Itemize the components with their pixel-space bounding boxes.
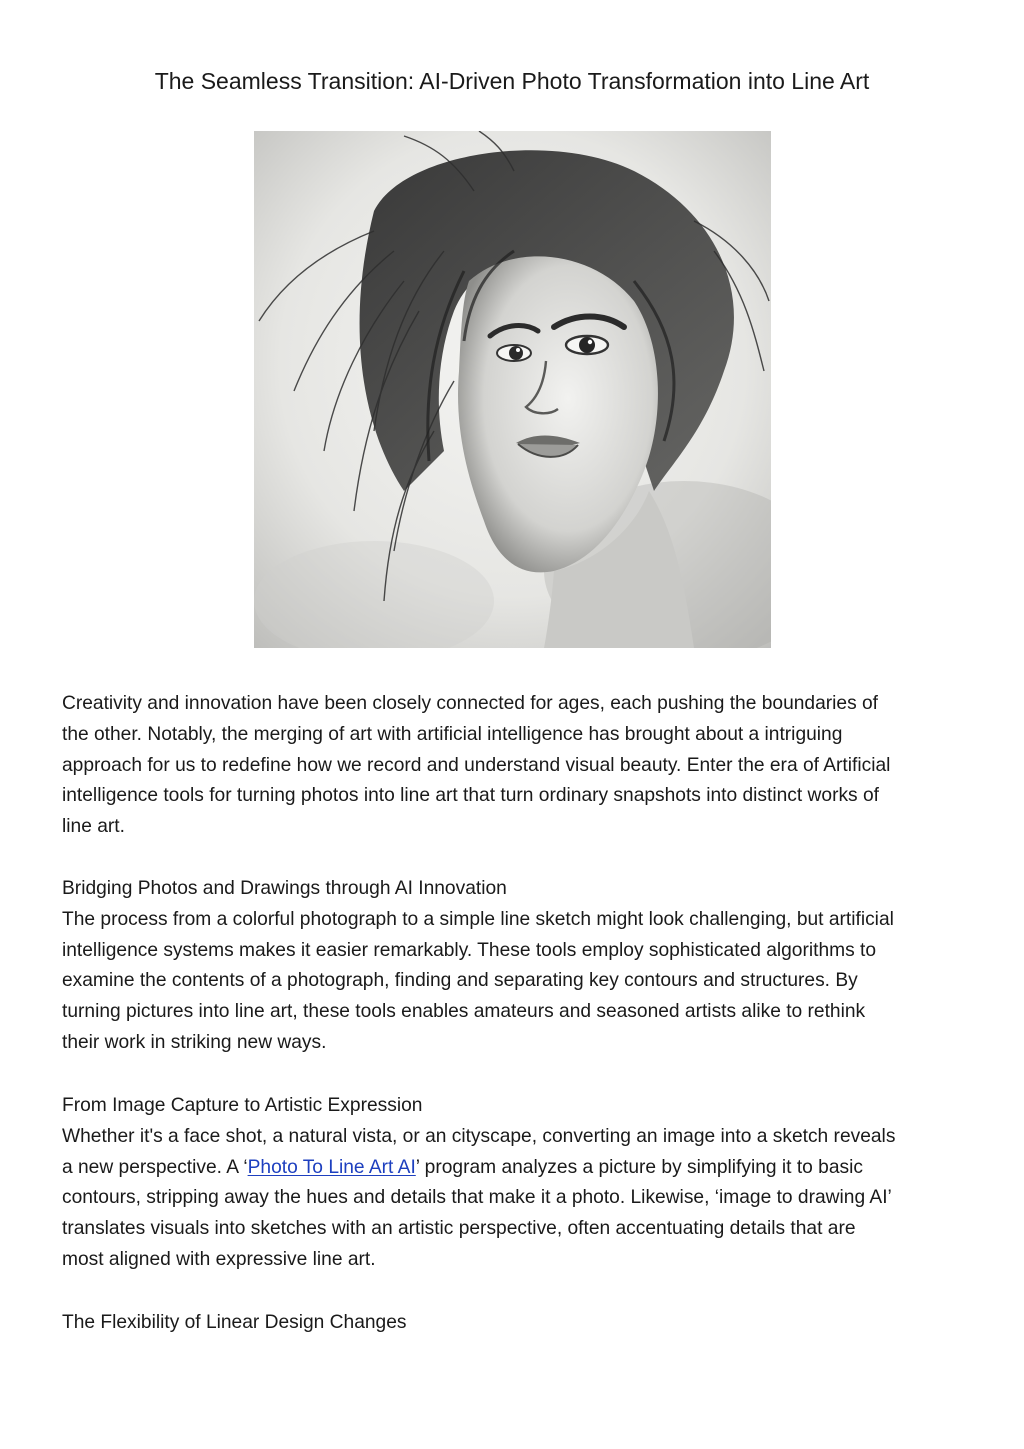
section-heading: From Image Capture to Artistic Expression — [62, 1095, 423, 1116]
link-prefix-text: a new perspective. A ‘ — [62, 1156, 248, 1178]
intro-line: line art. — [62, 816, 125, 838]
photo-to-line-art-link[interactable]: Photo To Line Art AI — [247, 1156, 416, 1178]
section-line: examine the contents of a photograph, finding and separating key contours and structures. By — [62, 970, 858, 992]
intro-line: approach for us to redefine how we record and understand visual beauty. Enter the era of Artificial — [62, 754, 891, 776]
link-suffix-text: ’ program analyzes a picture by simplifying it to basic — [415, 1156, 863, 1178]
section-line: most aligned with expressive line art. — [62, 1248, 376, 1270]
intro-line: intelligence tools for turning photos into line art that turn ordinary snapshots into distinct works of — [62, 785, 879, 807]
section-line: The process from a colorful photograph to a simple line sketch might look challenging, but artificial — [62, 908, 894, 930]
section-heading: Bridging Photos and Drawings through AI Innovation — [62, 878, 507, 899]
portrait-sketch-image — [254, 131, 771, 648]
section-line: Whether it's a face shot, a natural vista, or an cityscape, converting an image into a sketch reveals — [62, 1125, 896, 1147]
section-line: intelligence systems makes it easier remarkably. These tools employ sophisticated algorithms to — [62, 939, 877, 961]
intro-line: Creativity and innovation have been closely connected for ages, each pushing the boundaries of — [62, 693, 879, 714]
section-image-capture — [62, 1091, 966, 1276]
section-line: turning pictures into line art, these tools enables amateurs and seasoned artists alike to rethink — [62, 1001, 866, 1023]
section-bridging — [62, 874, 966, 1059]
section-line-with-link — [62, 1153, 966, 1184]
intro-paragraph — [62, 689, 966, 843]
section-heading: The Flexibility of Linear Design Changes — [62, 1312, 407, 1333]
section-line: translates visuals into sketches with an artistic perspective, often accentuating details that are — [62, 1218, 856, 1240]
intro-line: the other. Notably, the merging of art with artificial intelligence has brought about a intriguing — [62, 723, 843, 745]
page-title: The Seamless Transition: AI-Driven Photo Transformation into Line Art — [154, 68, 870, 94]
section-line: contours, stripping away the hues and details that make it a photo. Likewise, ‘image to drawing AI’ — [62, 1187, 892, 1209]
section-line: their work in striking new ways. — [62, 1031, 327, 1053]
section-flexibility — [62, 1308, 966, 1339]
